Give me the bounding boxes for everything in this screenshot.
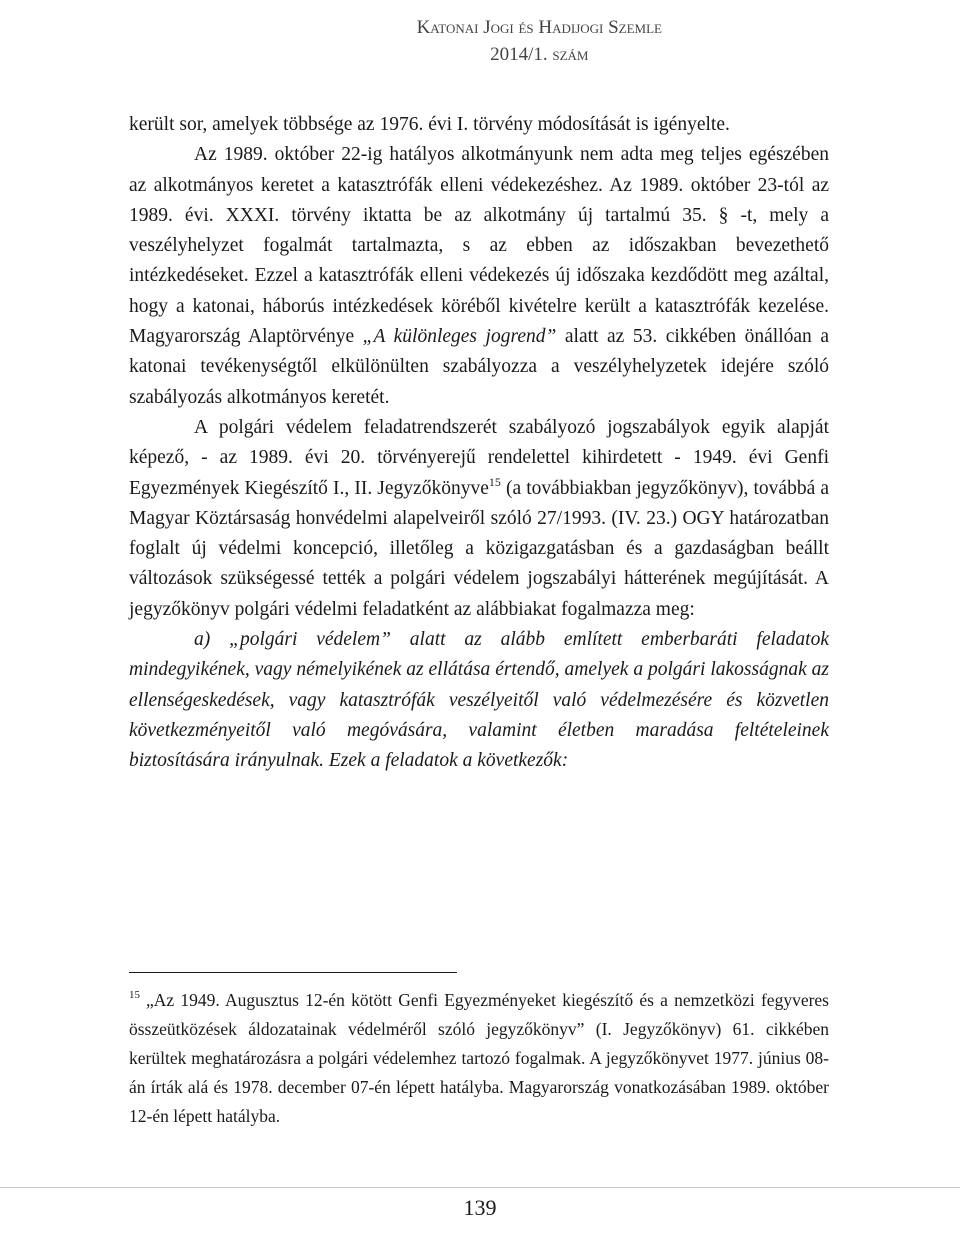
page-number: 139 (463, 1195, 497, 1220)
footnote-15 (129, 986, 829, 1131)
footnote-number: 15 (129, 989, 140, 1001)
footer-divider (0, 1187, 960, 1188)
paragraph-3-after: (a továbbiakban jegyzőkönyv), továbbá a Magyar Köztársaság honvédelmi alapelveiről szóló 27/1993. (IV. 23.) OGY határozatban foglalt új védelmi koncepció, illetőleg a közigazgatásban és a gazdaságban beállt változások szükségessé tették a polgári védelem jogszabályi hátterének megújítását. A jegyzőkönyv polgári védelmi feladatként az alábbiakat fogalmazza meg: (129, 477, 829, 620)
issue-number: 2014/1. szám (490, 44, 589, 65)
paragraph-2-end: alatt az 53. cikkében önállóan a katonai tevékenységtől elkülönülten szabályozza a veszélyhelyzetek idejére szóló szabályozás alkotmányos keretét. (129, 326, 829, 408)
main-text (129, 110, 829, 777)
paragraph-4-quote: a) „polgári védelem” alatt az alább említett emberbaráti feladatok mindegyikének, vagy némelyikének az ellátása értendő, amelyek a polgári lakosságnak az ellenségeskedések, vagy katasztrófák veszélyeitől való védelmezésére és közvetlen következményeitől való megóvására, valamint életben maradása feltételeinek biztosítására irányulnak. Ezek a feladatok a következők: (129, 629, 829, 772)
paragraph-2-text: Az 1989. október 22-ig hatályos alkotmányunk nem adta meg teljes egészében az alkotmányos keretet a katasztrófák elleni védekezéshez. Az 1989. október 23-tól az 1989. évi. XXXI. törvény iktatta be az alkotmány új tartalmú 35. § -t, mely a veszélyhelyzet fogalmát tartalmazta, s az ebben az időszakban bevezethető intézkedéseket. Ezzel a katasztrófák elleni védekezés új időszaka kezdődött meg azáltal, hogy a katonai, háborús intézkedések köréből kivételre került a katasztrófák kezelése. Magyarország Alaptörvénye (129, 144, 829, 348)
paragraph-1: került sor, amelyek többsége az 1976. évi I. törvény módosítását is igényelte. (129, 114, 730, 135)
paragraph-3 (129, 413, 829, 625)
paragraph-2-italic: „A különleges jogrend” (362, 326, 557, 348)
journal-title: Katonai Jogi és Hadijogi Szemle (416, 17, 662, 38)
footnote-text: „Az 1949. Augusztus 12-én kötött Genfi Egyezményeket kiegészítő és a nemzetközi fegyveres összeütközések áldozatainak védelméről szóló jegyzőkönyv” (I. Jegyzőkönyv) 61. cikkében kerültek meghatározásra a polgári védelemhez tartozó fogalmak. A jegyzőkönyvet 1977. június 08-án írták alá és 1978. december 07-én lépett hatályba. Magyarország vonatkozásában 1989. október 12-én lépett hatályba. (129, 990, 829, 1126)
footnote-reference[interactable]: 15 (488, 474, 501, 489)
footnote-separator (129, 972, 457, 973)
paragraph-2 (129, 140, 829, 413)
paragraph-3-before: A polgári védelem feladatrendszerét szabályozó jogszabályok egyik alapját képező, - az 1989. évi 20. törvényerejű rendelettel kihirdetett - 1949. évi Genfi Egyezmények Kiegészítő I., II. Jegyzőkönyve (129, 416, 829, 499)
running-header (417, 14, 662, 68)
